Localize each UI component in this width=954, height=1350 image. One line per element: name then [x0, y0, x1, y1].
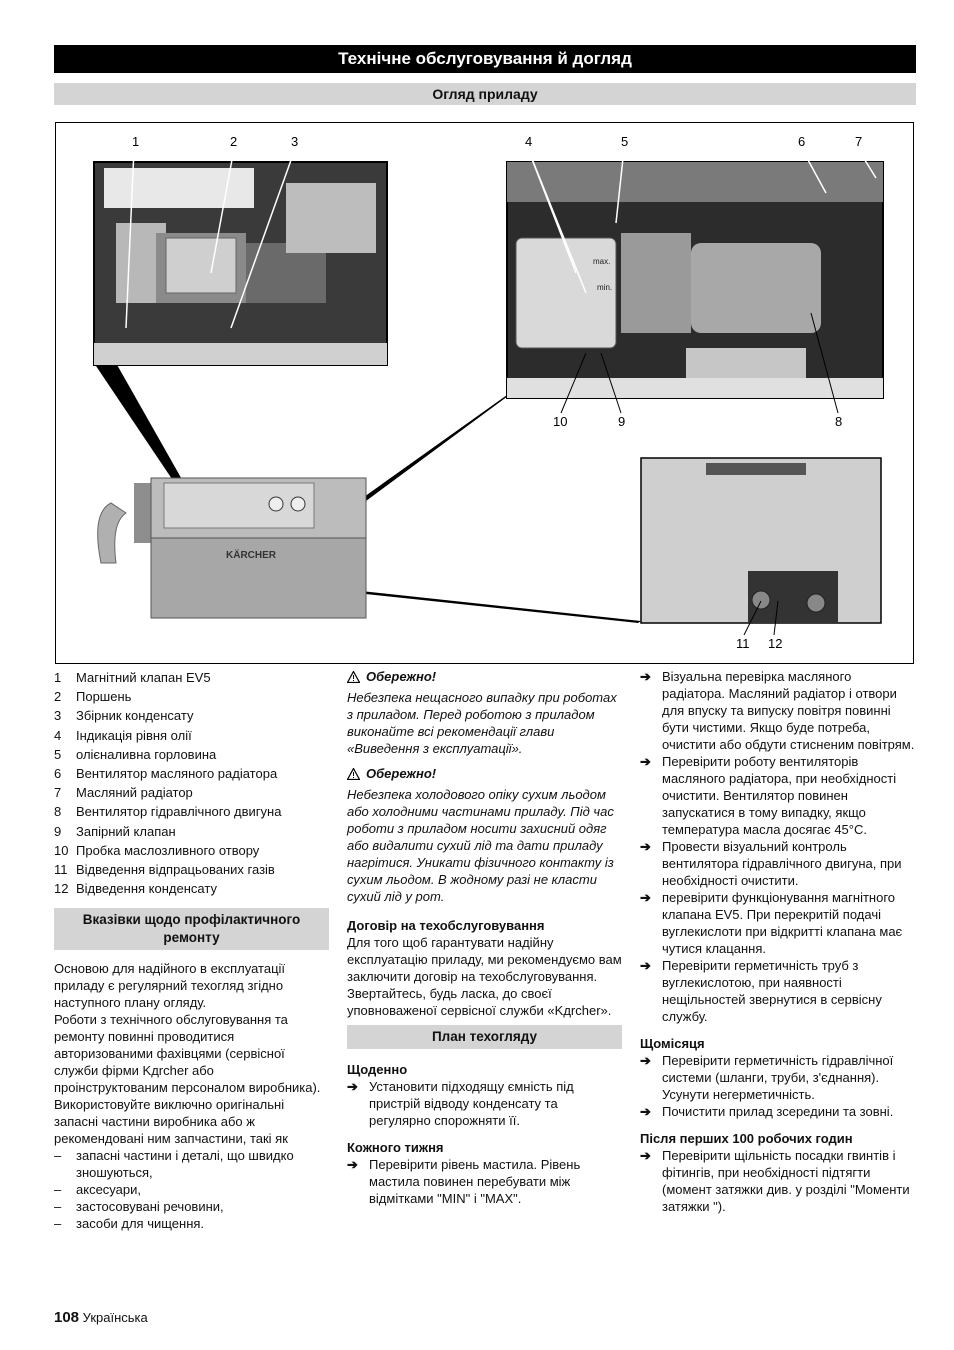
- warning-text: Небезпека холодового опіку сухим льодом або холодними частинами приладу. Під час роботи з приладом носити захисний одяг або видалити сухий лід та дати приладу нагрітися. Уникати фізичного контакту із сухим льодом. В жодному разі не класти сухий лід у рот.: [347, 787, 614, 904]
- footer-language: Українська: [82, 1310, 148, 1325]
- photo-right: [507, 149, 883, 413]
- page-footer: [54, 1309, 148, 1326]
- list-item: 6 Вентилятор масляного радіатора: [54, 766, 278, 782]
- callout-7: 7: [855, 134, 863, 149]
- callout-6: 6: [798, 134, 806, 149]
- arrow-icon: ➔: [640, 1104, 651, 1119]
- callout-5: 5: [621, 134, 629, 149]
- warning-triangle-icon: [347, 671, 360, 683]
- list-item: ➔ перевірити функціонування магнітного клапана EV5. При перекритій подачі вуглекислоти при відкритті клапана має чутися клацання.: [640, 890, 903, 956]
- device-illustration: [56, 123, 915, 665]
- device-overview-figure: [55, 122, 914, 664]
- zoom-wedge-left: [94, 363, 184, 485]
- arrow-icon: ➔: [640, 890, 651, 905]
- arrow-icon: ➔: [640, 754, 651, 769]
- warning-heading: Обережно!: [347, 765, 622, 782]
- overview-title: Огляд приладу: [54, 83, 916, 105]
- arrow-icon: ➔: [640, 1148, 651, 1163]
- photo-device: [98, 478, 366, 618]
- list-item: ➔ Провести візуальний контроль вентилятора гідравлічного двигуна, при необхідності очистити.: [640, 839, 902, 888]
- callout-8: 8: [835, 414, 843, 429]
- warning-text: Небезпека нещасного випадку при роботах з приладом. Перед роботою з приладом виконайте всі рекомендації глави «Виведення з експлуатації».: [347, 690, 617, 756]
- list-item: 5 олієналивна горловина: [54, 746, 217, 762]
- weekly-title: Кожного тижня: [347, 1140, 444, 1155]
- parts-list: [54, 668, 329, 898]
- arrow-icon: ➔: [640, 669, 651, 684]
- callout-1: 1: [132, 134, 140, 149]
- photo-left: [94, 149, 387, 365]
- dash-item: – застосовувані речовини,: [54, 1199, 224, 1215]
- page-title: Технічне обслуговування й догляд: [54, 45, 916, 73]
- column-3: [640, 668, 916, 1215]
- column-1: [54, 668, 329, 1232]
- dash-item: – аксесуари,: [54, 1182, 141, 1198]
- contract-title: Договір на техобслуговування: [347, 918, 545, 933]
- paragraph: Роботи з технічного обслуговування та ремонту повинні проводитися авторизованими фахівцями (сервісної служби фірми Kдrcher або проінструктованим персоналом виробника).: [54, 1012, 321, 1096]
- list-item: 1 Магнітний клапан EV5: [54, 670, 211, 685]
- arrow-icon: ➔: [347, 1157, 358, 1172]
- plan-title: План техогляду: [347, 1025, 622, 1049]
- list-item: 12 Відведення конденсату: [54, 881, 217, 897]
- arrow-icon: ➔: [640, 839, 651, 854]
- list-item: ➔ Перевірити герметичність гідравлічної системи (шланги, труби, з'єднання). Усунути негерметичність.: [640, 1053, 894, 1102]
- warning-triangle-icon: [347, 768, 360, 780]
- arrow-icon: ➔: [640, 1053, 651, 1068]
- callout-12: 12: [768, 636, 783, 651]
- warning-heading: Обережно!: [347, 668, 622, 685]
- zoom-wedge-bottom: [356, 591, 641, 623]
- paragraph: Використовуйте виключно оригінальні запасні частини виробника або ж рекомендовані ним запчастини, такі як: [54, 1097, 288, 1147]
- list-item: ➔ Перевірити герметичність труб з вуглекислотою, при наявності нещільностей звернутися в сервісну службу.: [640, 958, 882, 1024]
- list-item: 10 Пробка маслозливного отвору: [54, 842, 260, 858]
- list-item: ➔ Почистити прилад зсередини та зовні.: [640, 1104, 894, 1119]
- list-item: 4 Індикація рівня олії: [54, 727, 192, 743]
- oil-min-label: min.: [597, 283, 613, 292]
- photo-exhaust: [641, 458, 881, 635]
- arrow-icon: ➔: [640, 958, 651, 973]
- list-item: 7 Масляний радіатор: [54, 785, 193, 801]
- callout-4: 4: [525, 134, 533, 149]
- list-item: 11 Відведення відпрацьованих газів: [54, 862, 275, 878]
- after100-title: Після перших 100 робочих годин: [640, 1131, 853, 1146]
- callout-2: 2: [230, 134, 238, 149]
- list-item: ➔ Перевірити роботу вентиляторів масляного радіатора, при необхідності очистити. Вентилятор повинен запускатися в тому випадку, якщо температура масла досягає 45°C.: [640, 754, 897, 837]
- dash-item: – запасні частини і деталі, що швидко зношуються,: [54, 1148, 294, 1181]
- dash-item: – засоби для чищення.: [54, 1216, 205, 1232]
- list-item: 2 Поршень: [54, 689, 132, 705]
- daily-title: Щоденно: [347, 1062, 408, 1077]
- paragraph: Основою для надійного в експлуатації приладу є регулярний техогляд згідно наступного плану огляду.: [54, 961, 286, 1011]
- callout-3: 3: [291, 134, 299, 149]
- monthly-title: Щомісяця: [640, 1036, 705, 1051]
- brand-label: KÄRCHER: [226, 550, 276, 561]
- list-item: ➔ Перевірити щільність посадки гвинтів і фітингів, при необхідності підтягти (момент затяжки див. у розділі "Моменти затяжки ").: [640, 1148, 910, 1214]
- list-item: ➔ Установити підходящу ємність під пристрій відводу конденсату та регулярно спорожняти її.: [347, 1079, 574, 1128]
- callout-10: 10: [553, 414, 568, 429]
- contract-text: Для того щоб гарантувати надійну експлуатацію приладу, ми рекомендуємо вам заключити договір на техобслуговування. Звертайтесь, будь ласка, до своєї уповноваженої сервісної служби «Kдrcher».: [347, 935, 622, 1018]
- list-item: 8 Вентилятор гідравлічного двигуна: [54, 804, 282, 820]
- column-2: [347, 668, 622, 1207]
- list-item: 3 Збірник конденсату: [54, 708, 194, 724]
- callout-9: 9: [618, 414, 626, 429]
- page-number: 108: [54, 1309, 80, 1326]
- oil-max-label: max.: [593, 257, 611, 266]
- list-item: 9 Запірний клапан: [54, 823, 176, 839]
- maintenance-hints-title: Вказівки щодо профілактичного ремонту: [54, 908, 329, 950]
- callout-11: 11: [736, 636, 750, 651]
- list-item: ➔ Візуальна перевірка масляного радіатора. Масляний радіатор і отвори для впуску та випуску повітря повинні бути чистими. Якщо буде потреба, очистити або обдути стисненим повітрям.: [640, 669, 915, 752]
- arrow-icon: ➔: [347, 1079, 358, 1094]
- list-item: ➔ Перевірити рівень мастила. Рівень мастила повинен перебувати між відмітками "MIN" і "MAX".: [347, 1157, 581, 1206]
